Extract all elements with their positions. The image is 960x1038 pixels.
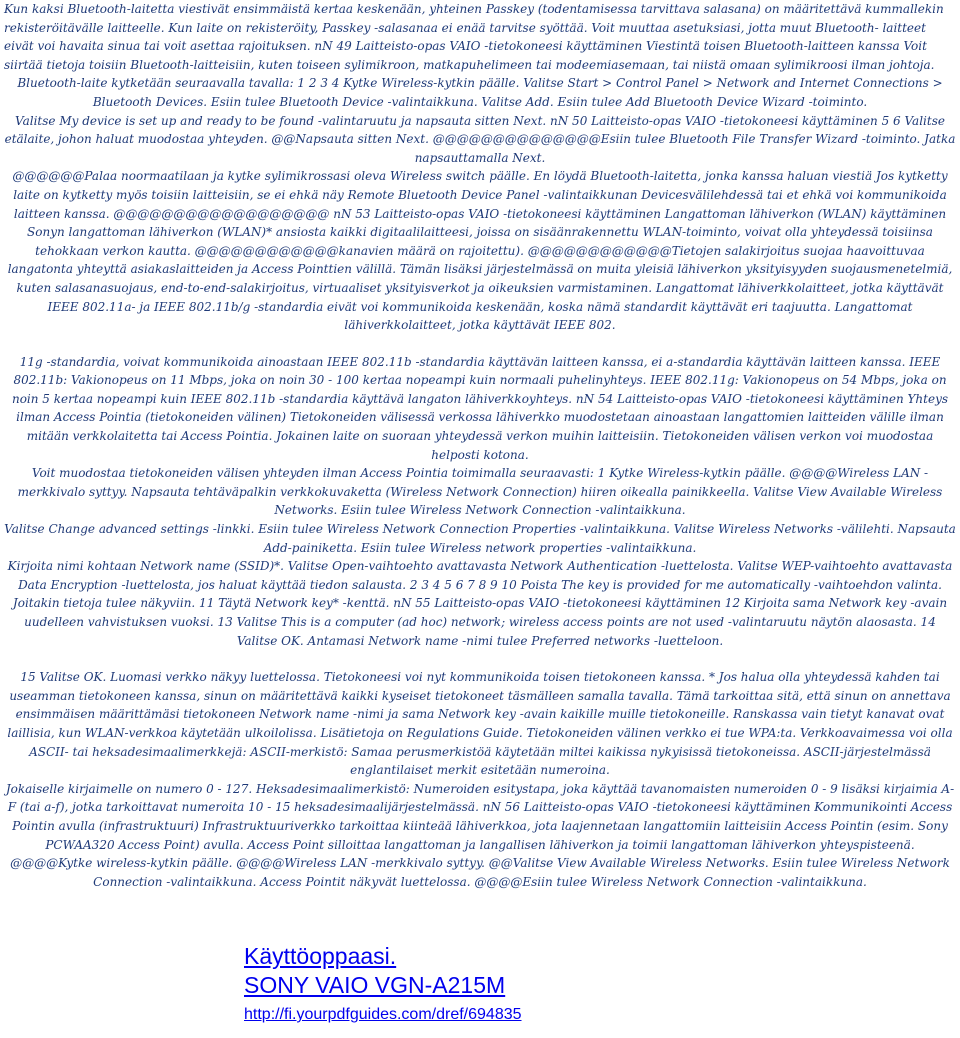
paragraph-gap (4, 335, 956, 353)
source-url-link[interactable]: http://fi.yourpdfguides.com/dref/694835 (244, 1006, 522, 1023)
user-guide-link[interactable]: Käyttöoppaasi. (244, 943, 397, 969)
paragraph-network-key-notes: 15 Valitse OK. Luomasi verkko näkyy luettelossa. Tietokoneesi voi nyt kommunikoida toisen tietokoneen kanssa. * Jos halua olla yhteydessä kahden tai useamman tietokoneen kanssa, sinun on määritettävä kaikki kyseiset tietokoneet täsmälleen samalla tavalla. Tämä tarkoittaa sitä, että sinun on annettava ensimmäisen määrittämäsi tietokoneen Network name -nimi ja sama Network key -avain kaikille muille tietokoneille. Ranskassa vain tietyt kanavat ovat laillisia, kun WLAN-verkkoa käytetään ulkoilolissa. Lisätietoja on Regulations Guide. Tietokoneiden välinen verkko ei tue WPA:ta. Verkkoavaimessa voi olla ASCII- tai heksadesimaalimerkkejä: ASCII-merkistö: Samaa perusmerkistöä käytetään miltei kaikissa nykyisissä tietokoneissa. ASCII-järjestelmässä englantilaiset merkit esitetään numeroina. (7, 670, 953, 778)
paragraph-gap (4, 650, 956, 668)
paragraph-network-name: Kirjoita nimi kohtaan Network name (SSID)*. Valitse Open-vaihtoehto avattavasta Network Authentication -luettelosta. Valitse WEP-vaihtoehto avattavasta Data Encryption -luettelosta, jos haluat käyttää tiedon salausta. 2 3 4 5 6 7 8 9 10 Poista The key is provided for me automatically -vaihtoehdon valinta. Joitakin tietoja tulee näkyviin. 11 Täytä Network key* -kenttä. nN 55 Laitteisto-opas VAIO -tietokoneesi käyttäminen 12 Kirjoita sama Network key -avain uudelleen vahvistuksen vuoksi. 13 Valitse This is a computer (ad hoc) network; wireless access points are not used -valintaruutu näytön alaosasta. 14 Valitse OK. Antamasi Network name -nimi tulee Preferred networks -luetteloon. (7, 559, 953, 648)
paragraph-wlan-intro: @@@@@@Palaa noormaatilaan ja kytke sylimikrossasi oleva Wireless switch päälle. En löydä Bluetooth-laitetta, jonka kanssa haluan viestiä Jos kytketty laite on kytketty myös toisiin laitteisiin, se ei ehkä näy Remote Bluetooth Device Panel -valintaikkunan Devicesvälilehdessä tai et ehkä voi kommunikoida laitteen kanssa. @@@@@@@@@@@@@@@@@@ nN 53 Laitteisto-opas VAIO -tietokoneesi käyttäminen Langattoman lähiverkon (WLAN) käyttäminen Sonyn langattoman lähiverkon (WLAN)* ansiosta kaikki digitaalilaitteesi, joissa on sisäänrakennettu WLAN-toiminto, voivat olla yhteydessä toisiinsa tehokkaan verkon kautta. @@@@@@@@@@@@kanavien määrä on rajoitettu). @@@@@@@@@@@@Tietojen salakirjoitus suojaa haavoittuvaa langatonta yhteyttä asiakaslaitteiden ja Access Pointtien välillä. Tämän lisäksi järjestelmässä on muita yleisiä lähiverkon yksityisyyden suojausmenetelmiä, kuten salasanasuojaus, end-to-end-salakirjoitus, virtuaaliset yksityisverkot ja oikeuksien varmistaminen. Langattomat lähiverkkolaitteet, jotka käyttävät IEEE 802.11a- ja IEEE 802.11b/g -standardia eivät voi kommunikoida keskenään, koska nämä standardit käyttävät eri taajuutta. Langattomat lähiverkkolaitteet, jotka käyttävät IEEE 802. (7, 169, 953, 333)
product-model-link[interactable]: SONY VAIO VGN-A215M (244, 972, 506, 998)
paragraph-access-point-steps: @@@@Kytke wireless-kytkin päälle. @@@@Wireless LAN -merkkivalo syttyy. @@Valitse View Available Wireless Networks. Esiin tulee Wireless Network Connection -valintaikkuna. Access Pointit näkyvät luettelossa. @@@@Esiin tulee Wireless Network Connection -valintaikkuna. (10, 856, 950, 889)
paragraph-bluetooth-wizard: Valitse My device is set up and ready to be found -valintaruutu ja napsauta sitten Next. nN 50 Laitteisto-opas VAIO -tietokoneesi käyttäminen 5 6 Valitse etälaite, johon haluat muodostaa yhteyden. @@Napsauta sitten Next. @@@@@@@@@@@@@@Esiin tulee Bluetooth File Transfer Wizard -toiminto. Jatka napsauttamalla Next. (4, 113, 956, 165)
footer-links (244, 942, 522, 1028)
paragraph-adhoc-steps: Voit muodostaa tietokoneiden välisen yhteyden ilman Access Pointia toimimalla seuraavasti: 1 Kytke Wireless-kytkin päälle. @@@@Wireless LAN -merkkivalo syttyy. Napsauta tehtäväpalkin verkkokuvaketta (Wireless Network Connection) hiiren oikealla painikkeella. Valitse View Available Wireless Networks. Esiin tulee Wireless Network Connection -valintaikkuna. (17, 466, 943, 518)
paragraph-bluetooth-passkey: Kun kaksi Bluetooth-laitetta viestivät ensimmäistä kertaa keskenään, yhteinen Passkey (todentamisessa tarvittava salasana) on määritettävä kummallekin rekisteröitävälle laitteelle. Kun laite on rekisteröity, Passkey -salasanaa ei enää tarvitse syöttää. Voit muuttaa asetuksiasi, jotta muut Bluetooth- laitteet eivät voi havaita sinua tai voit asettaa rajoituksen. nN 49 Laitteisto-opas VAIO -tietokoneesi käyttäminen Viestintä toisen Bluetooth-laitteen kanssa Voit siirtää tietoja toisiin Bluetooth-laitteisiin, kuten toiseen sylimikroon, matkapuhelimeen tai modeemiasemaan, tai niistä omaan sylimikroosi ilman johtoja. (4, 2, 944, 72)
paragraph-hex-and-infrastructure: Jokaiselle kirjaimelle on numero 0 - 127. Heksadesimaalimerkistö: Numeroiden esitystapa, joka käyttää tavanomaisten numeroiden 0 - 9 lisäksi kirjaimia A-F (tai a-f), jotka tarkoittavat numeroita 10 - 15 heksadesimaalijärjestelmässä. nN 56 Laitteisto-opas VAIO -tietokoneesi käyttäminen Kommunikointi Access Pointin avulla (infrastruktuuri) Infrastruktuuriverkko tarkoittaa kiinteää lähiverkkoa, jota laajennetaan langattomiin laitteisiin Access Pointin (esim. Sony PCWAA320 Access Point) avulla. Access Point silloittaa langattoman ja langallisen lähiverkon ja toimii langattoman lähiverkon yhteyspisteenä. (5, 781, 955, 852)
paragraph-advanced-settings: Valitse Change advanced settings -linkki. Esiin tulee Wireless Network Connection Properties -valintaikkuna. Valitse Wireless Networks -välilehti. Napsauta Add-painiketta. Esiin tulee Wireless network properties -valintaikkuna. (4, 522, 956, 555)
paragraph-ieee-standards: 11g -standardia, voivat kommunikoida ainoastaan IEEE 802.11b -standardia käyttävän laitteen kanssa, ei a-standardia käyttävän laitteen kanssa. IEEE 802.11b: Vakionopeus on 11 Mbps, joka on noin 30 - 100 kertaa nopeampi kuin normaali puhelinyhteys. IEEE 802.11g: Vakionopeus on 54 Mbps, joka on noin 5 kertaa nopeampi kuin IEEE 802.11b -standardia käyttävä langaton lähiverkkoyhteys. nN 54 Laitteisto-opas VAIO -tietokoneesi käyttäminen Yhteys ilman Access Pointia (tietokoneiden välinen) Tietokoneiden välisessä verkossa lähiverkko muodostetaan ainoastaan langattomien laitteiden välille ilman mitään verkkolaitetta tai Access Pointia. Jokainen laite on suoraan yhteydessä verkon muihin laitteisiin. Tietokoneiden välisen verkon voi muodostaa helposti kotona. (11, 354, 949, 462)
paragraph-bluetooth-connect-steps: Bluetooth-laite kytketään seuraavalla tavalla: 1 2 3 4 Kytke Wireless-kytkin päälle. Valitse Start > Control Panel > Network and Internet Connections > Bluetooth Devices. Esiin tulee Bluetooth Device -valintaikkuna. Valitse Add. Esiin tulee Add Bluetooth Device Wizard -toiminto. (17, 76, 943, 109)
document-body (4, 0, 956, 891)
